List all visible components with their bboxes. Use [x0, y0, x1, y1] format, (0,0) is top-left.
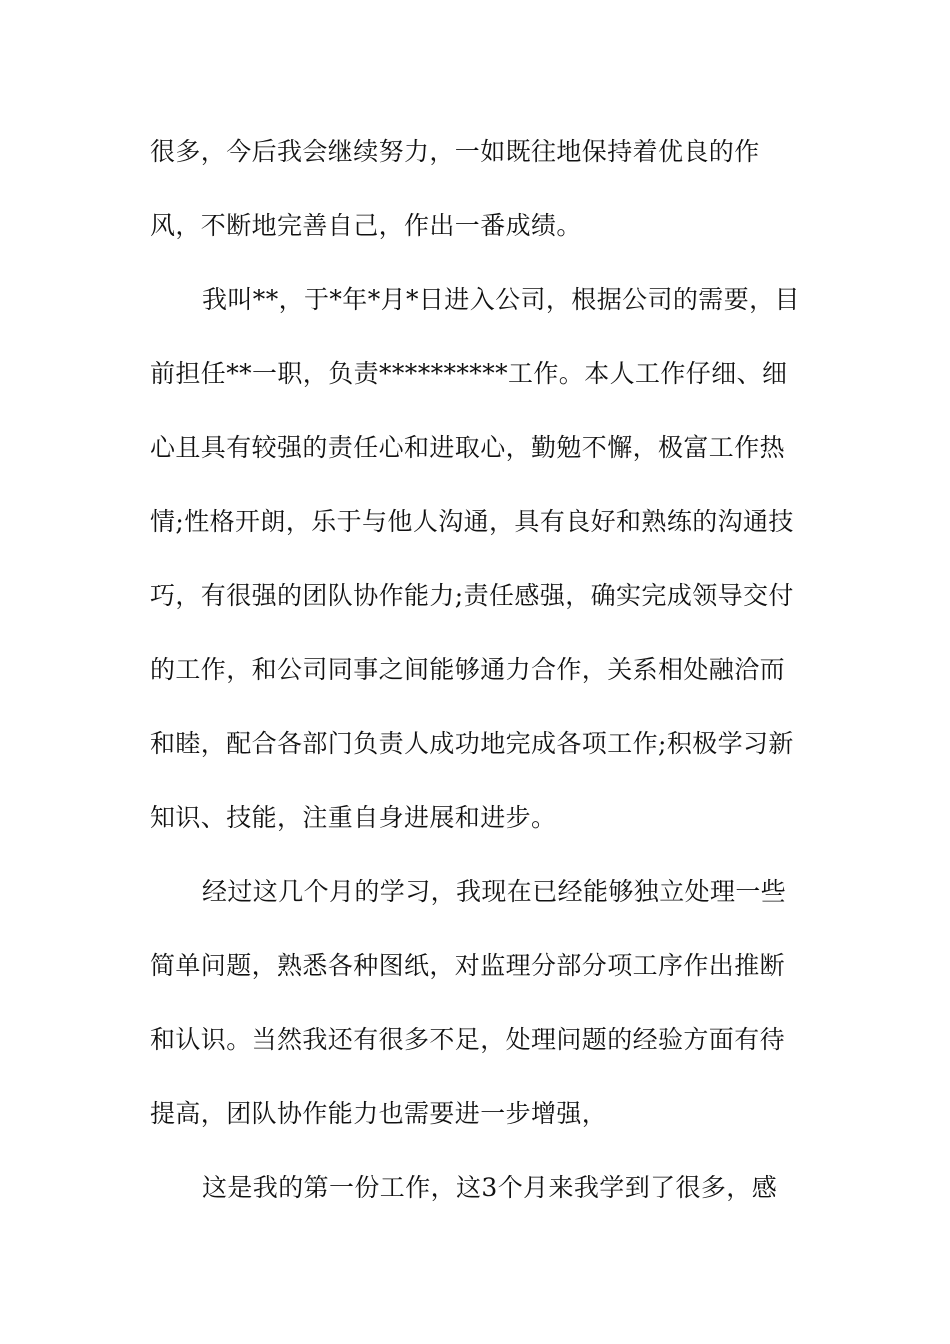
text-line: 和睦，配合各部门负责人成功地完成各项工作;积极学习新 — [150, 729, 794, 758]
text-line: 前担任**一职，负责**********工作。本人工作仔细、细 — [150, 359, 788, 388]
text-line: 提高，团队协作能力也需要进一步增强， — [150, 1099, 608, 1128]
paragraph-start-line: 我叫**，于*年*月*日进入公司，根据公司的需要，目 — [202, 285, 800, 314]
paragraph-start-line: 这是我的第一份工作，这3个月来我学到了很多，感 — [202, 1173, 778, 1202]
text-line: 和认识。当然我还有很多不足，处理问题的经验方面有待 — [150, 1025, 786, 1054]
text-line: 心且具有较强的责任心和进取心，勤勉不懈，极富工作热 — [150, 433, 786, 462]
text-line: 巧，有很强的团队协作能力;责任感强，确实完成领导交付 — [150, 581, 794, 610]
text-line: 风，不断地完善自己，作出一番成绩。 — [150, 211, 582, 240]
paragraph-start-line: 经过这几个月的学习，我现在已经能够独立处理一些 — [202, 877, 787, 906]
text-line: 简单问题，熟悉各种图纸，对监理分部分项工序作出推断 — [150, 951, 786, 980]
text-line: 知识、技能，注重自身进展和进步。 — [150, 803, 557, 832]
text-line: 很多，今后我会继续努力，一如既往地保持着优良的作 — [150, 137, 760, 166]
text-line: 情;性格开朗，乐于与他人沟通，具有良好和熟练的沟通技 — [150, 507, 794, 536]
text-line: 的工作，和公司同事之间能够通力合作，关系相处融洽而 — [150, 655, 786, 684]
